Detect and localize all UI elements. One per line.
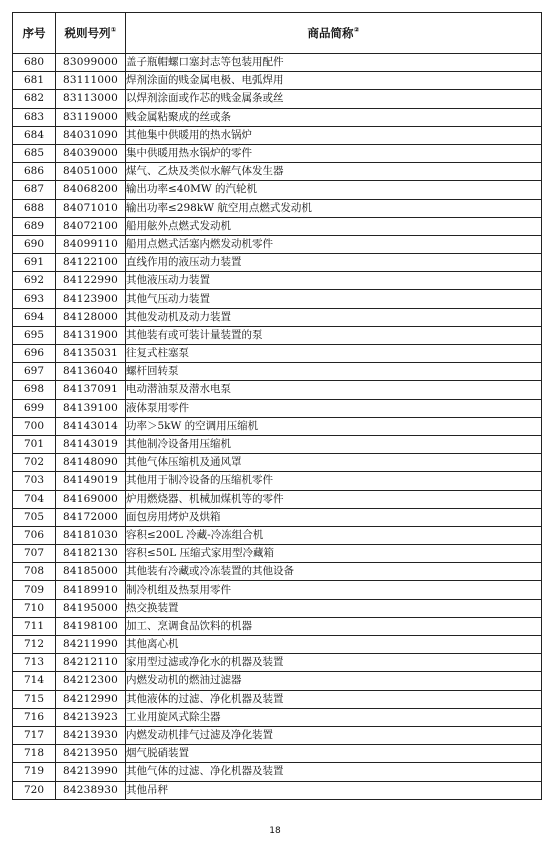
row-serial-number: 688 (13, 199, 56, 217)
row-serial-number: 682 (13, 90, 56, 108)
row-tariff-code: 84185000 (56, 563, 126, 581)
row-serial-number: 691 (13, 254, 56, 272)
row-product-name: 贱金属粘聚成的丝或条 (126, 108, 542, 126)
row-serial-number: 687 (13, 181, 56, 199)
row-tariff-code: 84182130 (56, 545, 126, 563)
row-serial-number: 701 (13, 435, 56, 453)
row-tariff-code: 84213930 (56, 726, 126, 744)
row-tariff-code: 84181030 (56, 526, 126, 544)
row-serial-number: 711 (13, 617, 56, 635)
table-row (13, 217, 542, 235)
row-serial-number: 709 (13, 581, 56, 599)
row-serial-number: 717 (13, 726, 56, 744)
row-product-name: 煤气、乙炔及类似水解气体发生器 (126, 163, 542, 181)
row-product-name: 其他气体的过滤、净化机器及装置 (126, 763, 542, 781)
table-row (13, 308, 542, 326)
row-tariff-code: 84189910 (56, 581, 126, 599)
row-tariff-code: 84131900 (56, 326, 126, 344)
row-product-name: 制冷机组及热泵用零件 (126, 581, 542, 599)
row-serial-number: 685 (13, 144, 56, 162)
table-row (13, 508, 542, 526)
table-row (13, 363, 542, 381)
row-tariff-code: 84072100 (56, 217, 126, 235)
header-product-name: 商品简称② (126, 13, 542, 54)
row-product-name: 热交换装置 (126, 599, 542, 617)
row-product-name: 工业用旋风式除尘器 (126, 708, 542, 726)
row-product-name: 内燃发动机的燃油过滤器 (126, 672, 542, 690)
row-tariff-code: 83111000 (56, 72, 126, 90)
table-row (13, 381, 542, 399)
row-tariff-code: 84148090 (56, 454, 126, 472)
row-tariff-code: 84136040 (56, 363, 126, 381)
row-serial-number: 715 (13, 690, 56, 708)
row-product-name: 其他制冷设备用压缩机 (126, 435, 542, 453)
row-tariff-code: 84122100 (56, 254, 126, 272)
row-serial-number: 708 (13, 563, 56, 581)
table-header-row (13, 13, 542, 54)
table-row (13, 490, 542, 508)
row-product-name: 其他集中供暖用的热水锅炉 (126, 126, 542, 144)
row-serial-number: 710 (13, 599, 56, 617)
row-tariff-code: 84143014 (56, 417, 126, 435)
table-row (13, 636, 542, 654)
row-product-name: 炉用燃烧器、机械加煤机等的零件 (126, 490, 542, 508)
row-serial-number: 690 (13, 235, 56, 253)
table-row (13, 163, 542, 181)
row-product-name: 其他气压动力装置 (126, 290, 542, 308)
row-product-name: 其他液压动力装置 (126, 272, 542, 290)
table-row (13, 672, 542, 690)
table-row (13, 435, 542, 453)
table-row (13, 126, 542, 144)
row-product-name: 电动潜油泵及潜水电泵 (126, 381, 542, 399)
row-serial-number: 720 (13, 781, 56, 799)
row-tariff-code: 84238930 (56, 781, 126, 799)
row-serial-number: 684 (13, 126, 56, 144)
table-row (13, 72, 542, 90)
table-row (13, 726, 542, 744)
row-tariff-code: 84122990 (56, 272, 126, 290)
row-tariff-code: 84135031 (56, 345, 126, 363)
row-serial-number: 689 (13, 217, 56, 235)
row-tariff-code: 84123900 (56, 290, 126, 308)
header-tariff-code: 税则号列① (56, 13, 126, 54)
row-tariff-code: 84169000 (56, 490, 126, 508)
table-row (13, 254, 542, 272)
table-row (13, 345, 542, 363)
row-serial-number: 716 (13, 708, 56, 726)
row-serial-number: 692 (13, 272, 56, 290)
table-row (13, 108, 542, 126)
row-serial-number: 699 (13, 399, 56, 417)
row-tariff-code: 84137091 (56, 381, 126, 399)
row-tariff-code: 83099000 (56, 54, 126, 72)
table-row (13, 54, 542, 72)
row-tariff-code: 84212300 (56, 672, 126, 690)
row-product-name: 其他装有冷藏或冷冻装置的其他设备 (126, 563, 542, 581)
row-product-name: 焊剂涂面的贱金属电极、电弧焊用 (126, 72, 542, 90)
table-row (13, 654, 542, 672)
row-tariff-code: 84068200 (56, 181, 126, 199)
table-row (13, 235, 542, 253)
row-product-name: 输出功率≤298kW 航空用点燃式发动机 (126, 199, 542, 217)
row-product-name: 直线作用的液压动力装置 (126, 254, 542, 272)
row-serial-number: 707 (13, 545, 56, 563)
row-serial-number: 702 (13, 454, 56, 472)
row-product-name: 其他气体压缩机及通风罩 (126, 454, 542, 472)
row-tariff-code: 84139100 (56, 399, 126, 417)
row-serial-number: 693 (13, 290, 56, 308)
row-product-name: 输出功率≤40MW 的汽轮机 (126, 181, 542, 199)
row-product-name: 以焊剂涂面或作芯的贱金属条或丝 (126, 90, 542, 108)
row-serial-number: 703 (13, 472, 56, 490)
row-tariff-code: 84099110 (56, 235, 126, 253)
row-tariff-code: 84149019 (56, 472, 126, 490)
table-row (13, 781, 542, 799)
row-product-name: 液体泵用零件 (126, 399, 542, 417)
table-body (13, 54, 542, 800)
row-serial-number: 698 (13, 381, 56, 399)
row-tariff-code: 84211990 (56, 636, 126, 654)
row-tariff-code: 84051000 (56, 163, 126, 181)
row-serial-number: 714 (13, 672, 56, 690)
row-product-name: 往复式柱塞泵 (126, 345, 542, 363)
table-row (13, 199, 542, 217)
row-product-name: 容积≤50L 压缩式家用型冷藏箱 (126, 545, 542, 563)
row-product-name: 其他液体的过滤、净化机器及装置 (126, 690, 542, 708)
row-serial-number: 696 (13, 345, 56, 363)
table-row (13, 399, 542, 417)
row-tariff-code: 83119000 (56, 108, 126, 126)
row-tariff-code: 84198100 (56, 617, 126, 635)
row-serial-number: 713 (13, 654, 56, 672)
table-row (13, 763, 542, 781)
row-serial-number: 697 (13, 363, 56, 381)
row-tariff-code: 84071010 (56, 199, 126, 217)
table-row (13, 290, 542, 308)
row-product-name: 其他装有或可装计量装置的泵 (126, 326, 542, 344)
row-product-name: 其他离心机 (126, 636, 542, 654)
row-serial-number: 686 (13, 163, 56, 181)
table-row (13, 472, 542, 490)
table-row (13, 563, 542, 581)
table-row (13, 599, 542, 617)
table-row (13, 690, 542, 708)
table-row (13, 272, 542, 290)
row-product-name: 其他发动机及动力装置 (126, 308, 542, 326)
row-tariff-code: 83113000 (56, 90, 126, 108)
table-row (13, 708, 542, 726)
row-product-name: 面包房用烤炉及烘箱 (126, 508, 542, 526)
table-row (13, 745, 542, 763)
row-serial-number: 683 (13, 108, 56, 126)
row-tariff-code: 84128000 (56, 308, 126, 326)
row-product-name: 螺杆回转泵 (126, 363, 542, 381)
row-serial-number: 718 (13, 745, 56, 763)
tariff-table (12, 12, 542, 800)
table-row (13, 617, 542, 635)
row-product-name: 其他吊秤 (126, 781, 542, 799)
row-tariff-code: 84039000 (56, 144, 126, 162)
table-row (13, 454, 542, 472)
header-serial-number: 序号 (13, 13, 56, 54)
row-product-name: 加工、烹调食品饮料的机器 (126, 617, 542, 635)
table-row (13, 144, 542, 162)
row-product-name: 船用点燃式活塞内燃发动机零件 (126, 235, 542, 253)
table-row (13, 181, 542, 199)
row-product-name: 集中供暖用热水锅炉的零件 (126, 144, 542, 162)
row-tariff-code: 84212990 (56, 690, 126, 708)
table-row (13, 545, 542, 563)
row-serial-number: 719 (13, 763, 56, 781)
row-serial-number: 712 (13, 636, 56, 654)
row-tariff-code: 84195000 (56, 599, 126, 617)
row-tariff-code: 84213923 (56, 708, 126, 726)
row-product-name: 烟气脱硝装置 (126, 745, 542, 763)
row-tariff-code: 84143019 (56, 435, 126, 453)
row-product-name: 船用舷外点燃式发动机 (126, 217, 542, 235)
row-serial-number: 694 (13, 308, 56, 326)
table-row (13, 581, 542, 599)
row-serial-number: 681 (13, 72, 56, 90)
row-tariff-code: 84031090 (56, 126, 126, 144)
page-number: 18 (269, 826, 281, 836)
row-serial-number: 695 (13, 326, 56, 344)
row-product-name: 内燃发动机排气过滤及净化装置 (126, 726, 542, 744)
row-serial-number: 700 (13, 417, 56, 435)
row-tariff-code: 84172000 (56, 508, 126, 526)
row-product-name: 功率＞5kW 的空调用压缩机 (126, 417, 542, 435)
row-serial-number: 705 (13, 508, 56, 526)
row-tariff-code: 84213950 (56, 745, 126, 763)
row-serial-number: 706 (13, 526, 56, 544)
table-row (13, 326, 542, 344)
row-serial-number: 680 (13, 54, 56, 72)
row-tariff-code: 84213990 (56, 763, 126, 781)
table-row (13, 417, 542, 435)
row-product-name: 盖子瓶帽螺口塞封志等包装用配件 (126, 54, 542, 72)
row-product-name: 容积≤200L 冷藏-冷冻组合机 (126, 526, 542, 544)
row-serial-number: 704 (13, 490, 56, 508)
table-row (13, 526, 542, 544)
row-product-name: 其他用于制冷设备的压缩机零件 (126, 472, 542, 490)
table-row (13, 90, 542, 108)
row-product-name: 家用型过滤或净化水的机器及装置 (126, 654, 542, 672)
row-tariff-code: 84212110 (56, 654, 126, 672)
